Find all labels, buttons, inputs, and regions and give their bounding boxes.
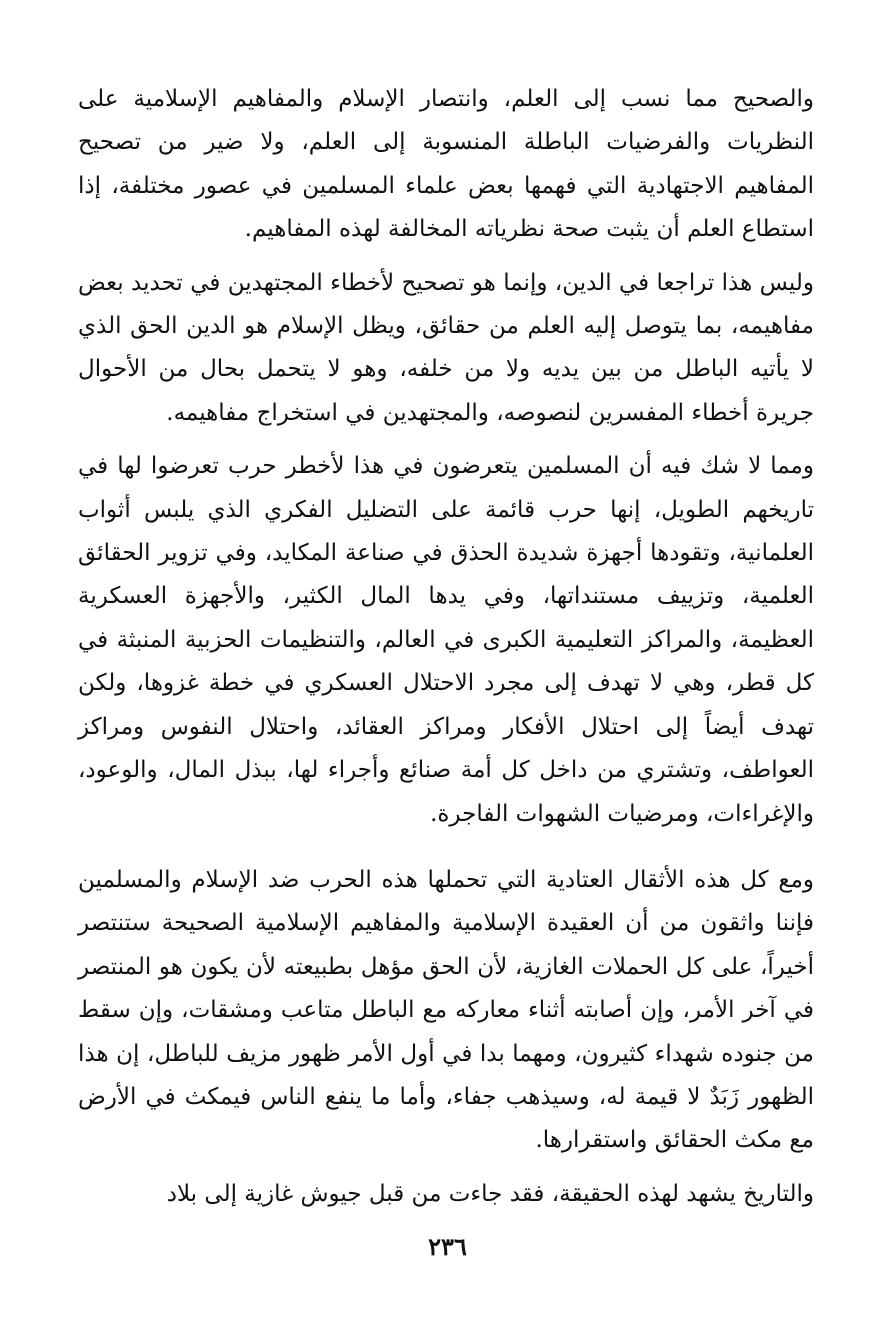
paragraph-4: ومع كل هذه الأثقال العتادية التي تحملها هذه الحرب ضد الإسلام والمسلمين فإننا واثقون من أن العقيدة الإسلامية والمفاهيم الإسلامية الصحيحة ستنتصر أخيراً، على كل الحملات الغازية، لأن الحق مؤهل بطبيعته لأن يكون هو المنتصر في آخر الأمر، وإن أصابته أثناء معاركه مع الباطل متاعب ومشقات، وإن سقط من جنوده شهداء كثيرون، ومهما بدا في أول الأمر ظهور مزيف للباطل، إن هذا الظهور زَبَدٌ لا قيمة له، وسيذهب جفاء، وأما ما ينفع الناس فيمكث في الأرض مع مكث الحقائق واستقرارها. — [78, 866, 814, 1154]
body-text — [78, 78, 814, 1216]
paragraph-5: والتاريخ يشهد لهذه الحقيقة، فقد جاءت من قبل جيوش غازية إلى بلاد — [166, 1180, 814, 1207]
paragraph-2: وليس هذا تراجعا في الدين، وإنما هو تصحيح لأخطاء المجتهدين في تحديد بعض مفاهيمه، بما يتوصل إليه العلم من حقائق، ويظل الإسلام هو الدين الحق الذي لا يأتيه الباطل من بين يديه ولا من خلفه، وهو لا يتحمل بحال من الأحوال جريرة أخطاء المفسرين لنصوصه، والمجتهدين في استخراج مفاهيمه. — [78, 269, 814, 426]
paragraph-3: ومما لا شك فيه أن المسلمين يتعرضون في هذا لأخطر حرب تعرضوا لها في تاريخهم الطويل، إنها حرب قائمة على التضليل الفكري الذي يلبس أثواب العلمانية، وتقودها أجهزة شديدة الحذق في صناعة المكايد، وفي تزوير الحقائق العلمية، وتزييف مستنداتها، وفي يدها المال الكثير، والأجهزة العسكرية العظيمة، والمراكز التعليمية الكبرى في العالم، والتنظيمات الحزبية المنبثة في كل قطر، وهي لا تهدف إلى مجرد الاحتلال العسكري في خطة غزوها، ولكن تهدف أيضاً إلى احتلال الأفكار ومراكز العقائد، واحتلال النفوس ومراكز العواطف، وتشتري من داخل كل أمة صنائع وأجراء لها، ببذل المال، والوعود، والإغراءات، ومرضيات الشهوات الفاجرة. — [78, 453, 814, 827]
page-number: ٢٣٦ — [428, 1232, 467, 1261]
paragraph-1: والصحيح مما نسب إلى العلم، وانتصار الإسلام والمفاهيم الإسلامية على النظريات والفرضيات الباطلة المنسوبة إلى العلم، ولا ضير من تصحيح المفاهيم الاجتهادية التي فهمها بعض علماء المسلمين في عصور مختلفة، إذا استطاع العلم أن يثبت صحة نظرياته المخالفة لهذه المفاهيم. — [78, 86, 814, 243]
